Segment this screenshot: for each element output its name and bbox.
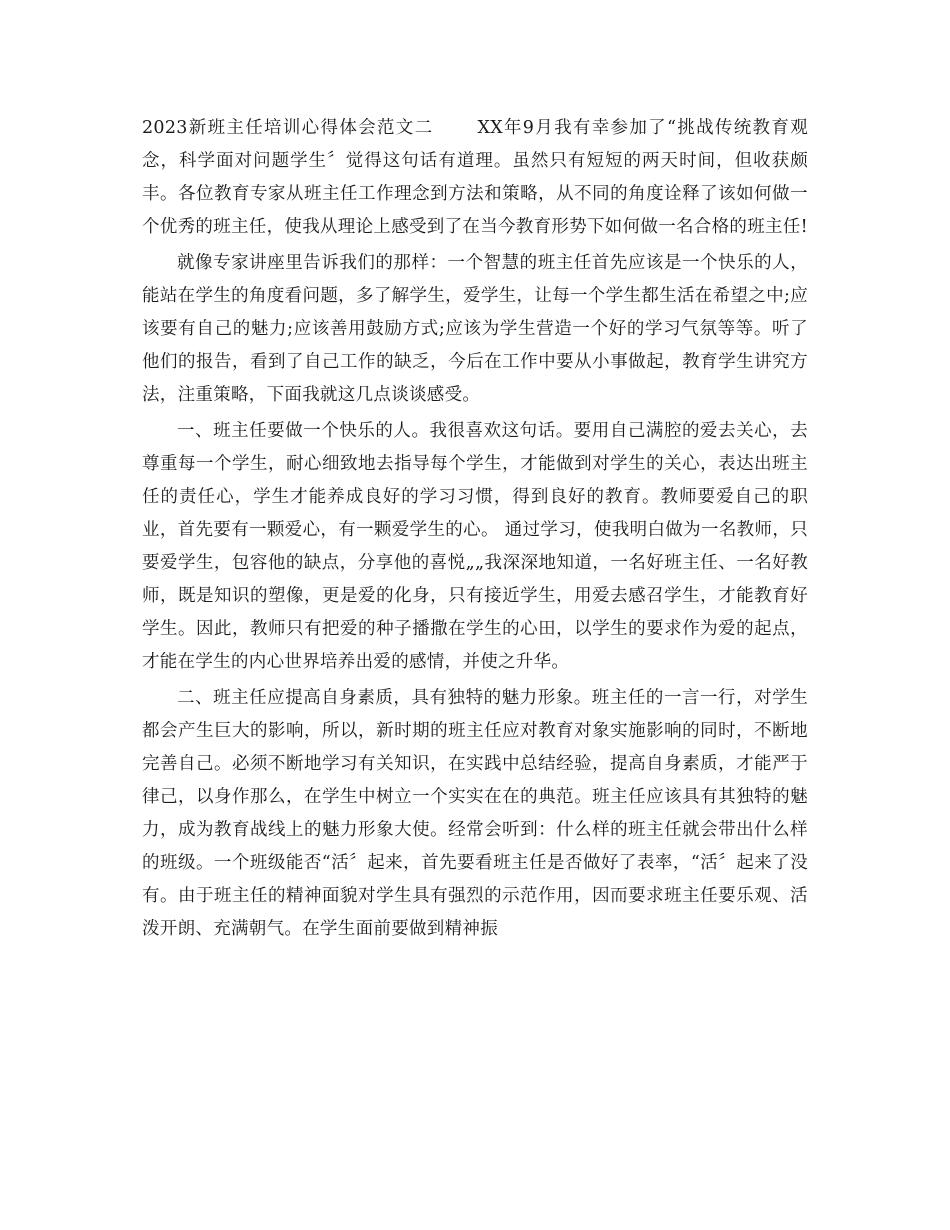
paragraph-text: XX年9月我有幸参加了“挑战传统教育观念，科学面对问题学生〞觉得这句话有道理。虽然只有短短的两天时间，但收获颇丰。各位教育专家从班主任工作理念到方法和策略，从不同的角度诠释了该如何做一个优秀的班主任，使我从理论上感受到了在当今教育形势下如何做一名合格的班主任! (142, 118, 808, 237)
document-body (142, 112, 808, 949)
paragraph-point-one: 一、班主任要做一个快乐的人。我很喜欢这句话。要用自己满腔的爱去关心，去尊重每一个学生，耐心细致地去指导每个学生，才能做到对学生的关心，表达出班主任的责任心，学生才能养成良好的学习习惯，得到良好的教育。教师要爱自己的职业，首先要有一颗爱心，有一颗爱学生的心。 通过学习，使我明白做为一名教师，只要爱学生，包容他的缺点，分享他的喜悦„„我深深地知道，一名好班主任、一名好教师，既是知识的塑像，更是爱的化身，只有接近学生，用爱去感召学生，才能教育好学生。因此，教师只有把爱的种子播撒在学生的心田，以学生的要求作为爱的起点，才能在学生的内心世界培养出爱的感情，并使之升华。 (142, 421, 808, 672)
paragraph-point-two: 二、班主任应提高自身素质，具有独特的魅力形象。班主任的一言一行，对学生都会产生巨大的影响，所以，新时期的班主任应对教育对象实施影响的同时，不断地完善自己。必须不断地学习有关知识，在实践中总结经验，提高自身素质，才能严于律己，以身作那么，在学生中树立一个实实在在的典范。班主任应该具有其独特的魅力，成为教育战线上的魅力形象大使。经常会听到：什么样的班主任就会带出什么样的班级。一个班级能否“活〞起来，首先要看班主任是否做好了表率，“活〞起来了没有。由于班主任的精神面貌对学生具有强烈的示范作用，因而要求班主任要乐观、活泼开朗、充满朝气。在学生面前要做到精神振 (142, 688, 808, 939)
document-title: 2023新班主任培训心得体会范文二 (142, 118, 434, 138)
paragraph-experts: 就像专家讲座里告诉我们的那样：一个智慧的班主任首先应该是一个快乐的人，能站在学生的角度看问题，多了解学生，爱学生，让每一个学生都生活在希望之中;应该要有自己的魅力;应该善用鼓励方式;应该为学生营造一个好的学习气氛等等。听了他们的报告，看到了自己工作的缺乏，今后在工作中要从小事做起，教育学生讲究方法，注重策略，下面我就这几点谈谈感受。 (142, 253, 808, 405)
paragraph-intro (142, 112, 808, 244)
